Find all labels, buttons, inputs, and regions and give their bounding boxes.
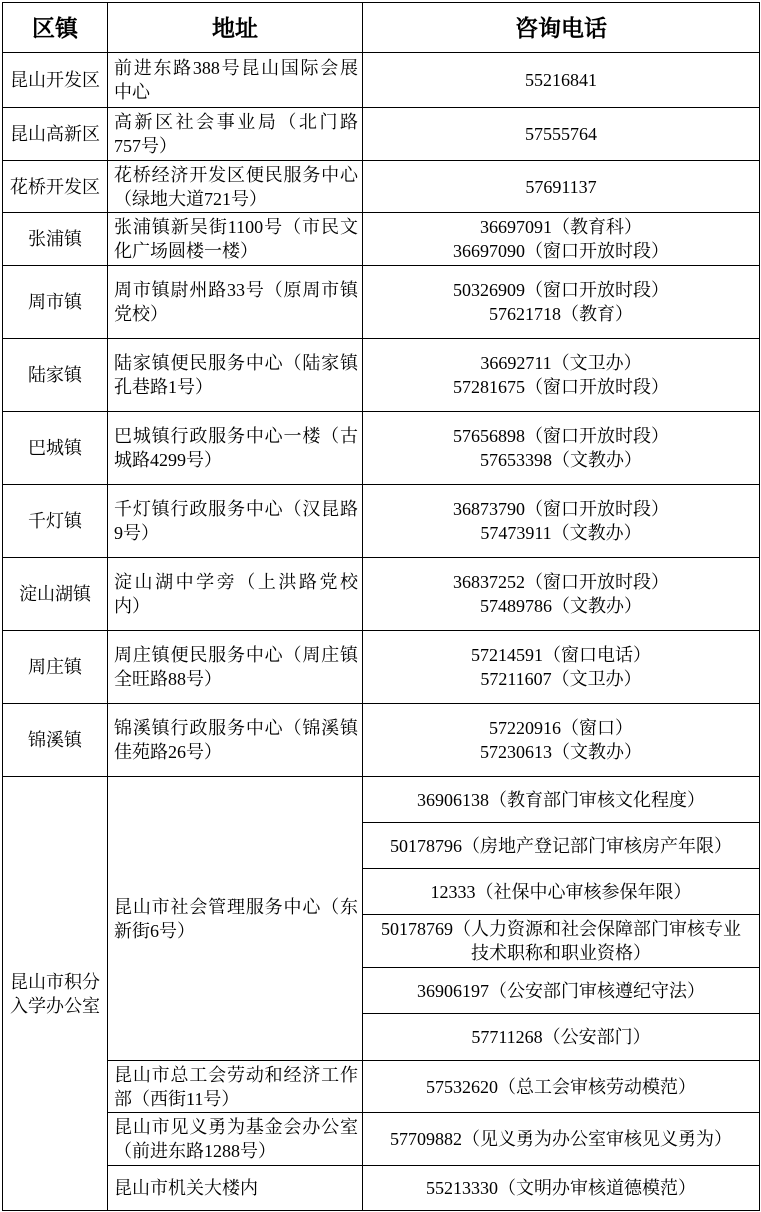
address-line: 佳苑路26号） (114, 742, 222, 762)
district-cell (3, 339, 108, 412)
phone-cell (363, 777, 760, 823)
address-line: 千灯镇行政服务中心（汉昆路 (114, 499, 358, 519)
address-line: 昆山市机关大楼内 (114, 1178, 258, 1198)
contacts-table (2, 2, 760, 1211)
phone-cell (363, 631, 760, 704)
phone-cell (363, 968, 760, 1014)
address-line: 全旺路88号） (114, 669, 222, 689)
phone-line: 57489786（文教办） (480, 596, 642, 616)
address-line: 9号） (114, 523, 159, 543)
table-row (3, 1166, 760, 1211)
address-cell (108, 1166, 363, 1211)
address-line: 周庄镇便民服务中心（周庄镇 (114, 645, 358, 665)
table-row (3, 213, 760, 266)
table-row (3, 1061, 760, 1113)
phone-line: 36906197（公安部门审核遵纪守法） (417, 980, 705, 1001)
phone-cell (363, 1061, 760, 1113)
phone-line: 57532620（总工会审核劳动模范） (426, 1076, 696, 1097)
phone-cell (363, 266, 760, 339)
address-line: 昆山市见义勇为基金会办公室 (114, 1117, 358, 1137)
district-cell (3, 161, 108, 213)
address-cell (108, 53, 363, 108)
phone-cell (363, 869, 760, 915)
address-cell (108, 558, 363, 631)
phone-line: 36697091（教育科） (480, 217, 642, 237)
phone-line: 57711268（公安部门） (471, 1027, 651, 1047)
district-name: 周庄镇 (28, 657, 82, 677)
address-cell (108, 631, 363, 704)
phone-line: 57220916（窗口） (489, 718, 633, 738)
table-row (3, 161, 760, 213)
phone-line: 36697090（窗口开放时段） (453, 241, 669, 261)
phone-line: 36692711（文卫办） (480, 353, 642, 373)
phone-line: 57281675（窗口开放时段） (453, 377, 669, 397)
address-line: （前进东路1288号） (114, 1141, 276, 1161)
address-line: 内） (114, 596, 150, 616)
district-name: 淀山湖镇 (19, 584, 91, 604)
phone-line: 50178769（人力资源和社会保障部门审核专业 (381, 919, 741, 939)
address-cell (108, 161, 363, 213)
table-row (3, 631, 760, 704)
phone-line: 36837252（窗口开放时段） (453, 572, 669, 592)
address-cell (108, 339, 363, 412)
header-district: 区镇 (3, 3, 108, 53)
address-line: 高新区社会事业局（北门路 (114, 112, 358, 132)
phone-cell (363, 53, 760, 108)
address-line: 部（西街11号） (114, 1088, 240, 1109)
phone-line: 36873790（窗口开放时段） (453, 499, 669, 519)
table-row (3, 412, 760, 485)
phone-cell (363, 1113, 760, 1166)
district-name: 陆家镇 (28, 365, 82, 385)
header-address: 地址 (108, 3, 363, 53)
address-line: 前进东路388号昆山国际会展 (114, 58, 358, 78)
address-line: 中心 (114, 82, 150, 102)
phone-line: 12333（社保中心审核参保年限） (430, 881, 692, 902)
address-cell (108, 777, 363, 1061)
phone-cell (363, 558, 760, 631)
address-line: 党校） (114, 304, 168, 324)
phone-line: 36906138（教育部门审核文化程度） (417, 789, 705, 810)
header-phone: 咨询电话 (363, 3, 760, 53)
table-row (3, 777, 760, 823)
district-cell (3, 631, 108, 704)
district-name: 锦溪镇 (28, 730, 82, 750)
district-cell (3, 777, 108, 1211)
phone-line: 55216841 (525, 70, 597, 90)
phone-line: 技术职称和职业资格） (471, 943, 651, 963)
table-row (3, 266, 760, 339)
district-name: 花桥开发区 (10, 176, 100, 197)
address-line: 昆山市社会管理服务中心（东 (114, 896, 358, 917)
phone-line: 57230613（文教办） (480, 742, 642, 762)
phone-cell (363, 915, 760, 968)
address-line: 张浦镇新吴街1100号（市民文 (114, 217, 358, 237)
address-line: 花桥经济开发区便民服务中心 (114, 164, 358, 185)
phone-cell (363, 485, 760, 558)
district-name: 周市镇 (28, 292, 82, 312)
phone-line: 57555764 (525, 124, 597, 144)
district-cell (3, 213, 108, 266)
district-name: 昆山开发区 (10, 70, 100, 90)
address-line: 化广场圆楼一楼） (114, 241, 258, 261)
phone-cell (363, 213, 760, 266)
district-cell (3, 412, 108, 485)
table-row (3, 1113, 760, 1166)
address-line: 周市镇尉州路33号（原周市镇 (114, 280, 358, 300)
address-line: 巴城镇行政服务中心一楼（古 (114, 426, 358, 446)
district-name: 入学办公室 (10, 995, 100, 1016)
phone-line: 57214591（窗口电话） (471, 645, 651, 665)
phone-cell (363, 412, 760, 485)
phone-line: 57653398（文教办） (480, 450, 642, 470)
phone-cell (363, 339, 760, 412)
table-row (3, 108, 760, 161)
district-cell (3, 108, 108, 161)
address-line: 757号） (114, 136, 177, 156)
address-cell (108, 412, 363, 485)
address-line: （绿地大道721号） (114, 188, 267, 209)
district-cell (3, 704, 108, 777)
address-line: 陆家镇便民服务中心（陆家镇 (114, 353, 358, 373)
district-name: 巴城镇 (28, 438, 82, 458)
address-cell (108, 266, 363, 339)
phone-line: 57691137 (525, 176, 597, 197)
phone-cell (363, 704, 760, 777)
district-cell (3, 53, 108, 108)
district-name: 昆山高新区 (10, 124, 100, 144)
address-cell (108, 108, 363, 161)
address-cell (108, 1061, 363, 1113)
table-row (3, 558, 760, 631)
district-cell (3, 266, 108, 339)
district-name: 张浦镇 (28, 229, 82, 249)
address-line: 昆山市总工会劳动和经济工作 (114, 1064, 358, 1085)
table-header-row (3, 3, 760, 53)
address-cell (108, 1113, 363, 1166)
phone-line: 55213330（文明办审核道德模范） (426, 1178, 696, 1198)
address-line: 孔巷路1号） (114, 377, 213, 397)
address-cell (108, 485, 363, 558)
phone-line: 57656898（窗口开放时段） (453, 426, 669, 446)
phone-cell (363, 1166, 760, 1211)
district-name: 昆山市积分 (10, 971, 100, 992)
address-cell (108, 213, 363, 266)
phone-cell (363, 823, 760, 869)
phone-line: 57709882（见义勇为办公室审核见义勇为） (390, 1129, 732, 1149)
phone-cell (363, 1014, 760, 1061)
table-row (3, 485, 760, 558)
table-row (3, 704, 760, 777)
phone-cell (363, 161, 760, 213)
address-line: 城路4299号） (114, 450, 222, 470)
address-line: 锦溪镇行政服务中心（锦溪镇 (114, 718, 358, 738)
district-name: 千灯镇 (28, 511, 82, 531)
address-line: 淀山湖中学旁（上洪路党校 (114, 572, 358, 592)
address-line: 新街6号） (114, 920, 195, 941)
district-cell (3, 485, 108, 558)
table-row (3, 53, 760, 108)
table-row (3, 339, 760, 412)
phone-line: 57621718（教育） (489, 304, 633, 324)
address-cell (108, 704, 363, 777)
phone-cell (363, 108, 760, 161)
phone-line: 57473911（文教办） (480, 523, 642, 543)
phone-line: 50178796（房地产登记部门审核房产年限） (390, 835, 732, 856)
district-cell (3, 558, 108, 631)
phone-line: 57211607（文卫办） (480, 669, 642, 689)
phone-line: 50326909（窗口开放时段） (453, 280, 669, 300)
